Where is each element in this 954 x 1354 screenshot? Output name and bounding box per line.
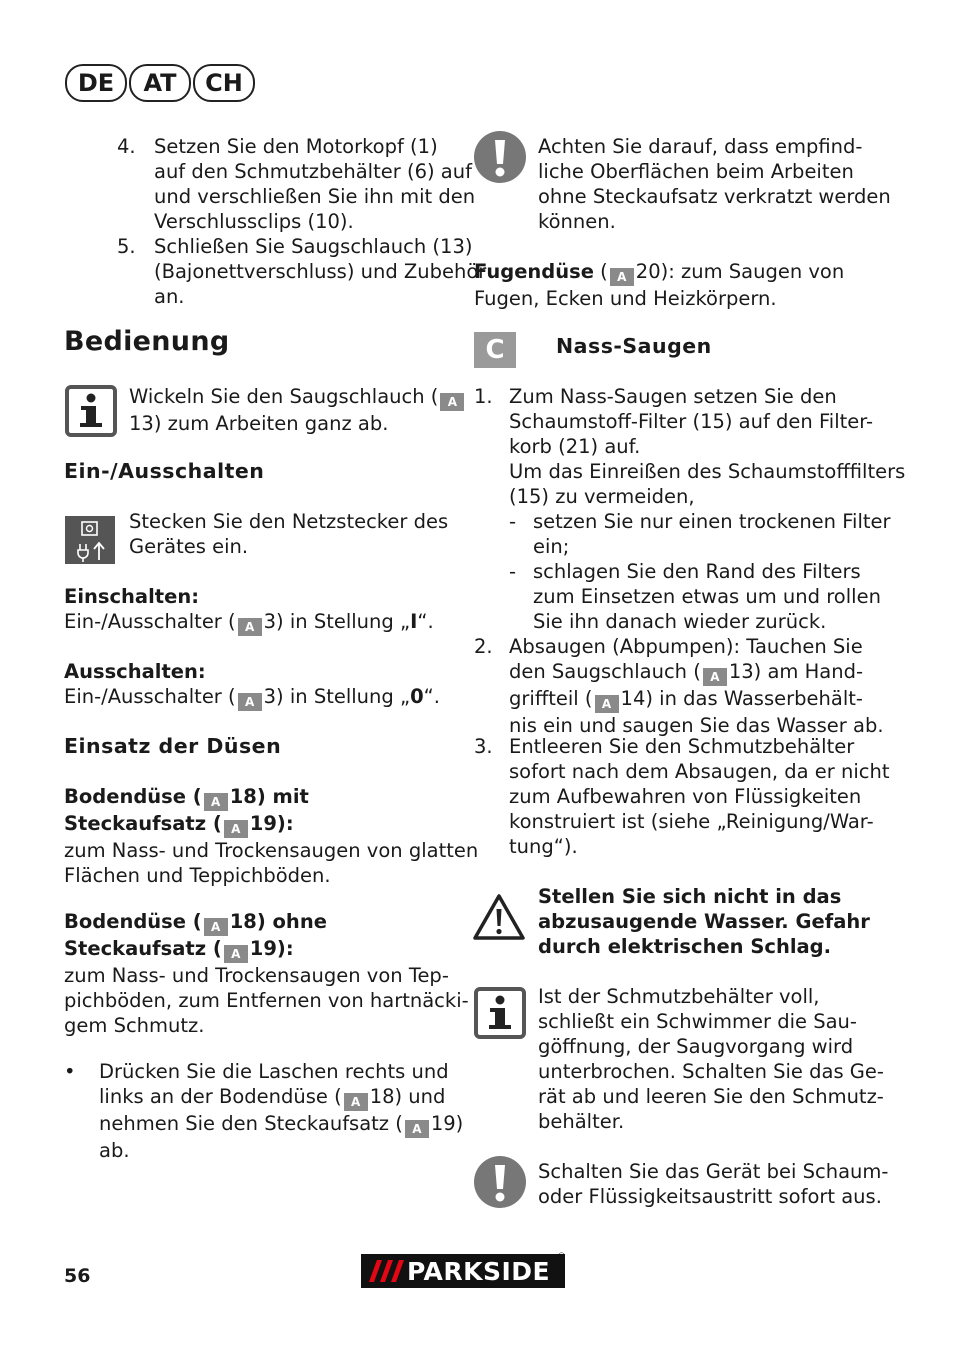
step-text: auf den Schmutzbehälter (6) auf (154, 160, 472, 183)
country-badge-ch: CH (193, 64, 255, 102)
bullet-mark: • (64, 1060, 76, 1083)
off-label: Ausschalten: (64, 660, 206, 683)
figure-a-badge: A (224, 945, 248, 963)
info-icon (65, 385, 117, 441)
figure-a-badge: A (238, 693, 262, 711)
step-text: (Bajonettverschluss) und Zubehör (154, 260, 487, 283)
figure-a-badge: A (344, 1093, 368, 1111)
subsection-title-nozzles: Einsatz der Düsen (64, 734, 282, 758)
step-text: an. (154, 285, 185, 308)
info-icon (474, 987, 526, 1043)
on-text: Ein-/Ausschalter ( A 3) in Stellung „I“. (64, 610, 434, 634)
step-list-top (117, 134, 487, 309)
dash-item: - schlagen Sie den Rand des Filters zum Einsetzen etwas um und rollen Sie ihn danach wieder zurück. (509, 560, 881, 633)
off-text: Ein-/Ausschalter ( A 3) in Stellung „0“. (64, 685, 440, 709)
registered-mark: ® (557, 1252, 566, 1262)
warning-icon (473, 893, 525, 945)
figure-a-badge: A (204, 918, 228, 936)
on-label: Einschalten: (64, 585, 200, 608)
info-text-hose: Wickeln Sie den Saugschlauch ( A 13) zum Arbeiten ganz ab. (129, 384, 449, 436)
section-title-wet: Nass-Saugen (556, 334, 712, 358)
step-number: 4. (117, 135, 136, 158)
parkside-logo (361, 1254, 565, 1288)
step-text: Setzen Sie den Motorkopf (1) (154, 135, 438, 158)
wet-step-1: 1. Zum Nass-Saugen setzen Sie den Schaumstoff-Filter (15) auf den Filter- korb (21) auf. Um das Einreißen des Schaumstofffilters (15) zu vermeiden, - setzen Sie nur einen trockenen Filter ein; - schlagen Sie den Rand des Filters zum Einsetzen etwas um und rollen Sie ihn danach wieder zurück. (474, 385, 906, 633)
step-text: Schließen Sie Saugschlauch (13) (154, 235, 473, 258)
warning-text: Stellen Sie sich nicht in das abzusaugende Wasser. Gefahr durch elektrischen Schlag. (538, 885, 870, 958)
brand-name: PARKSIDE (407, 1257, 551, 1286)
figure-a-badge: A (610, 268, 634, 286)
wet-step-2: 2. Absaugen (Abpumpen): Tauchen Sie den Saugschlauch ( A 13) am Hand- griffteil ( A 14) in das Wasserbehält- nis ein und saugen Sie das Wasser ab. (474, 635, 884, 737)
caution-icon (474, 131, 526, 187)
floor-nozzle-with-attachment: Bodendüse ( A 18) mit Steckaufsatz ( A 19): zum Nass- und Trockensaugen von glatten Flächen und Teppichböden. (64, 785, 479, 887)
page-number: 56 (64, 1265, 91, 1287)
dash-item: - setzen Sie nur einen trockenen Filter ein; (509, 510, 891, 558)
plug-instruction: Stecken Sie den Netzstecker des Gerätes ein. (129, 510, 449, 558)
caution-text-foam: Schalten Sie das Gerät bei Schaum- oder Flüssigkeitsaustritt sofort aus. (538, 1160, 889, 1208)
step-text: und verschließen Sie ihn mit den (154, 185, 476, 208)
figure-a-badge: A (238, 618, 262, 636)
step-number: 5. (117, 235, 136, 258)
section-letter-c: C (474, 332, 516, 368)
figure-a-badge: A (224, 820, 248, 838)
step-number: 3. (474, 735, 493, 758)
step-number: 1. (474, 385, 493, 408)
figure-a-badge: A (703, 668, 727, 686)
bullet-item: • Drücken Sie die Laschen rechts und links an der Bodendüse ( A 18) und nehmen Sie den Steckaufsatz ( A 19) ab. (64, 1060, 464, 1162)
crevice-nozzle: Fugendüse ( A 20): zum Saugen von Fugen, Ecken und Heizkörpern. (474, 260, 845, 310)
figure-a-badge: A (405, 1120, 429, 1138)
figure-a-badge: A (204, 793, 228, 811)
figure-a-badge: A (440, 393, 464, 411)
subsection-title-switch: Ein-/Ausschalten (64, 459, 265, 483)
caution-icon (474, 1156, 526, 1212)
floor-nozzle-without-attachment: Bodendüse ( A 18) ohne Steckaufsatz ( A 19): zum Nass- und Trockensaugen von Tep- pichböden, zum Entfernen von hartnäcki- gem Schmutz. (64, 910, 469, 1037)
country-badge-at: AT (129, 64, 191, 102)
wet-step-3: 3. Entleeren Sie den Schmutzbehälter sofort nach dem Absaugen, da er nicht zum Aufbewahren von Flüssigkeiten konstruiert ist (siehe „Reinigung/War- tung“). (474, 735, 890, 858)
figure-a-badge: A (595, 695, 619, 713)
plug-icon (65, 516, 115, 568)
caution-text-surfaces: Achten Sie darauf, dass empfind- liche Oberflächen beim Arbeiten ohne Steckaufsatz verkratzt werden können. (538, 135, 891, 233)
step-number: 2. (474, 635, 493, 658)
step-text: Verschlussclips (10). (154, 210, 354, 233)
section-title-bedienung: Bedienung (64, 326, 230, 357)
country-badge-de: DE (65, 64, 127, 102)
info-text-float: Ist der Schmutzbehälter voll, schließt ein Schwimmer die Sau- göffnung, der Saugvorgang wird unterbrochen. Schalten Sie das Ge- rät ab und leeren Sie den Schmutz- behälter. (538, 985, 884, 1133)
